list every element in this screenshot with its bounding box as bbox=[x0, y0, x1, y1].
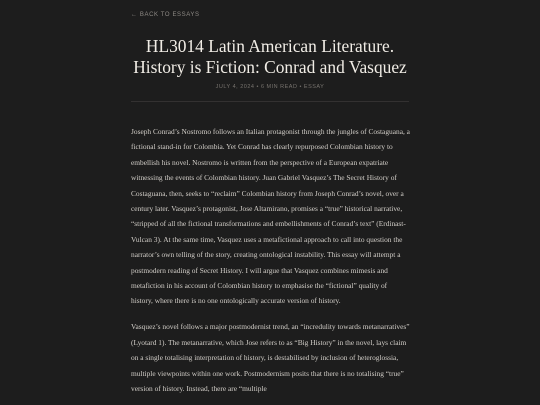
title-line-2: History is Fiction: Conrad and Vasquez bbox=[133, 57, 407, 77]
paragraph-1: Joseph Conrad’s Nostromo follows an Italian protagonist through the jungles of Costaguana, a fictional stand-in for Colombia. Yet Conrad has clearly repurposed Colombian history to embellish his novel. Nostromo is written from the perspective of a European expatriate witnessing the events of Colombian history. Juan Gabriel Vasquez’s The Secret History of Costaguana, then, seeks to “reclaim” Colombian history from Joseph Conrad’s novel, over a century later. Vasquez’s protagonist, Jose Altamirano, promises a “true” historical narrative, “stripped of all the fictional transformations and embellishments of Conrad’s text” (Erdinast-Vulcan 3). At the same time, Vasquez uses a metafictional approach to call into question the narrator’s own telling of the story, creating ontological instability. This essay will attempt a postmodern reading of Secret History. I will argue that Vasquez combines mimesis and metafiction in his account of Colombian history to emphasise the “fictional” quality of history, where there is no one ontologically accurate version of history. bbox=[131, 127, 410, 306]
page-title bbox=[100, 36, 440, 78]
article-body bbox=[131, 124, 410, 405]
divider bbox=[131, 101, 409, 102]
paragraph-2: Vasquez’s novel follows a major postmodernist trend, an “incredulity towards metanarratives” (Lyotard 1). The metanarrative, which Jose refers to as “Big History” in the novel, lays claim on a single totalising interpretation of history, is destabilised by inclusion of heteroglossia, multiple viewpoints within one work. Postmodernism posits that there is no totalising “true” version of history. Instead, there are “multiple bbox=[131, 322, 410, 393]
back-to-essays-link[interactable]: ← BACK TO ESSAYS bbox=[131, 12, 200, 18]
title-line-1: HL3014 Latin American Literature. bbox=[145, 36, 395, 56]
article-meta: JULY 4, 2024 • 6 MIN READ • ESSAY bbox=[215, 84, 325, 90]
